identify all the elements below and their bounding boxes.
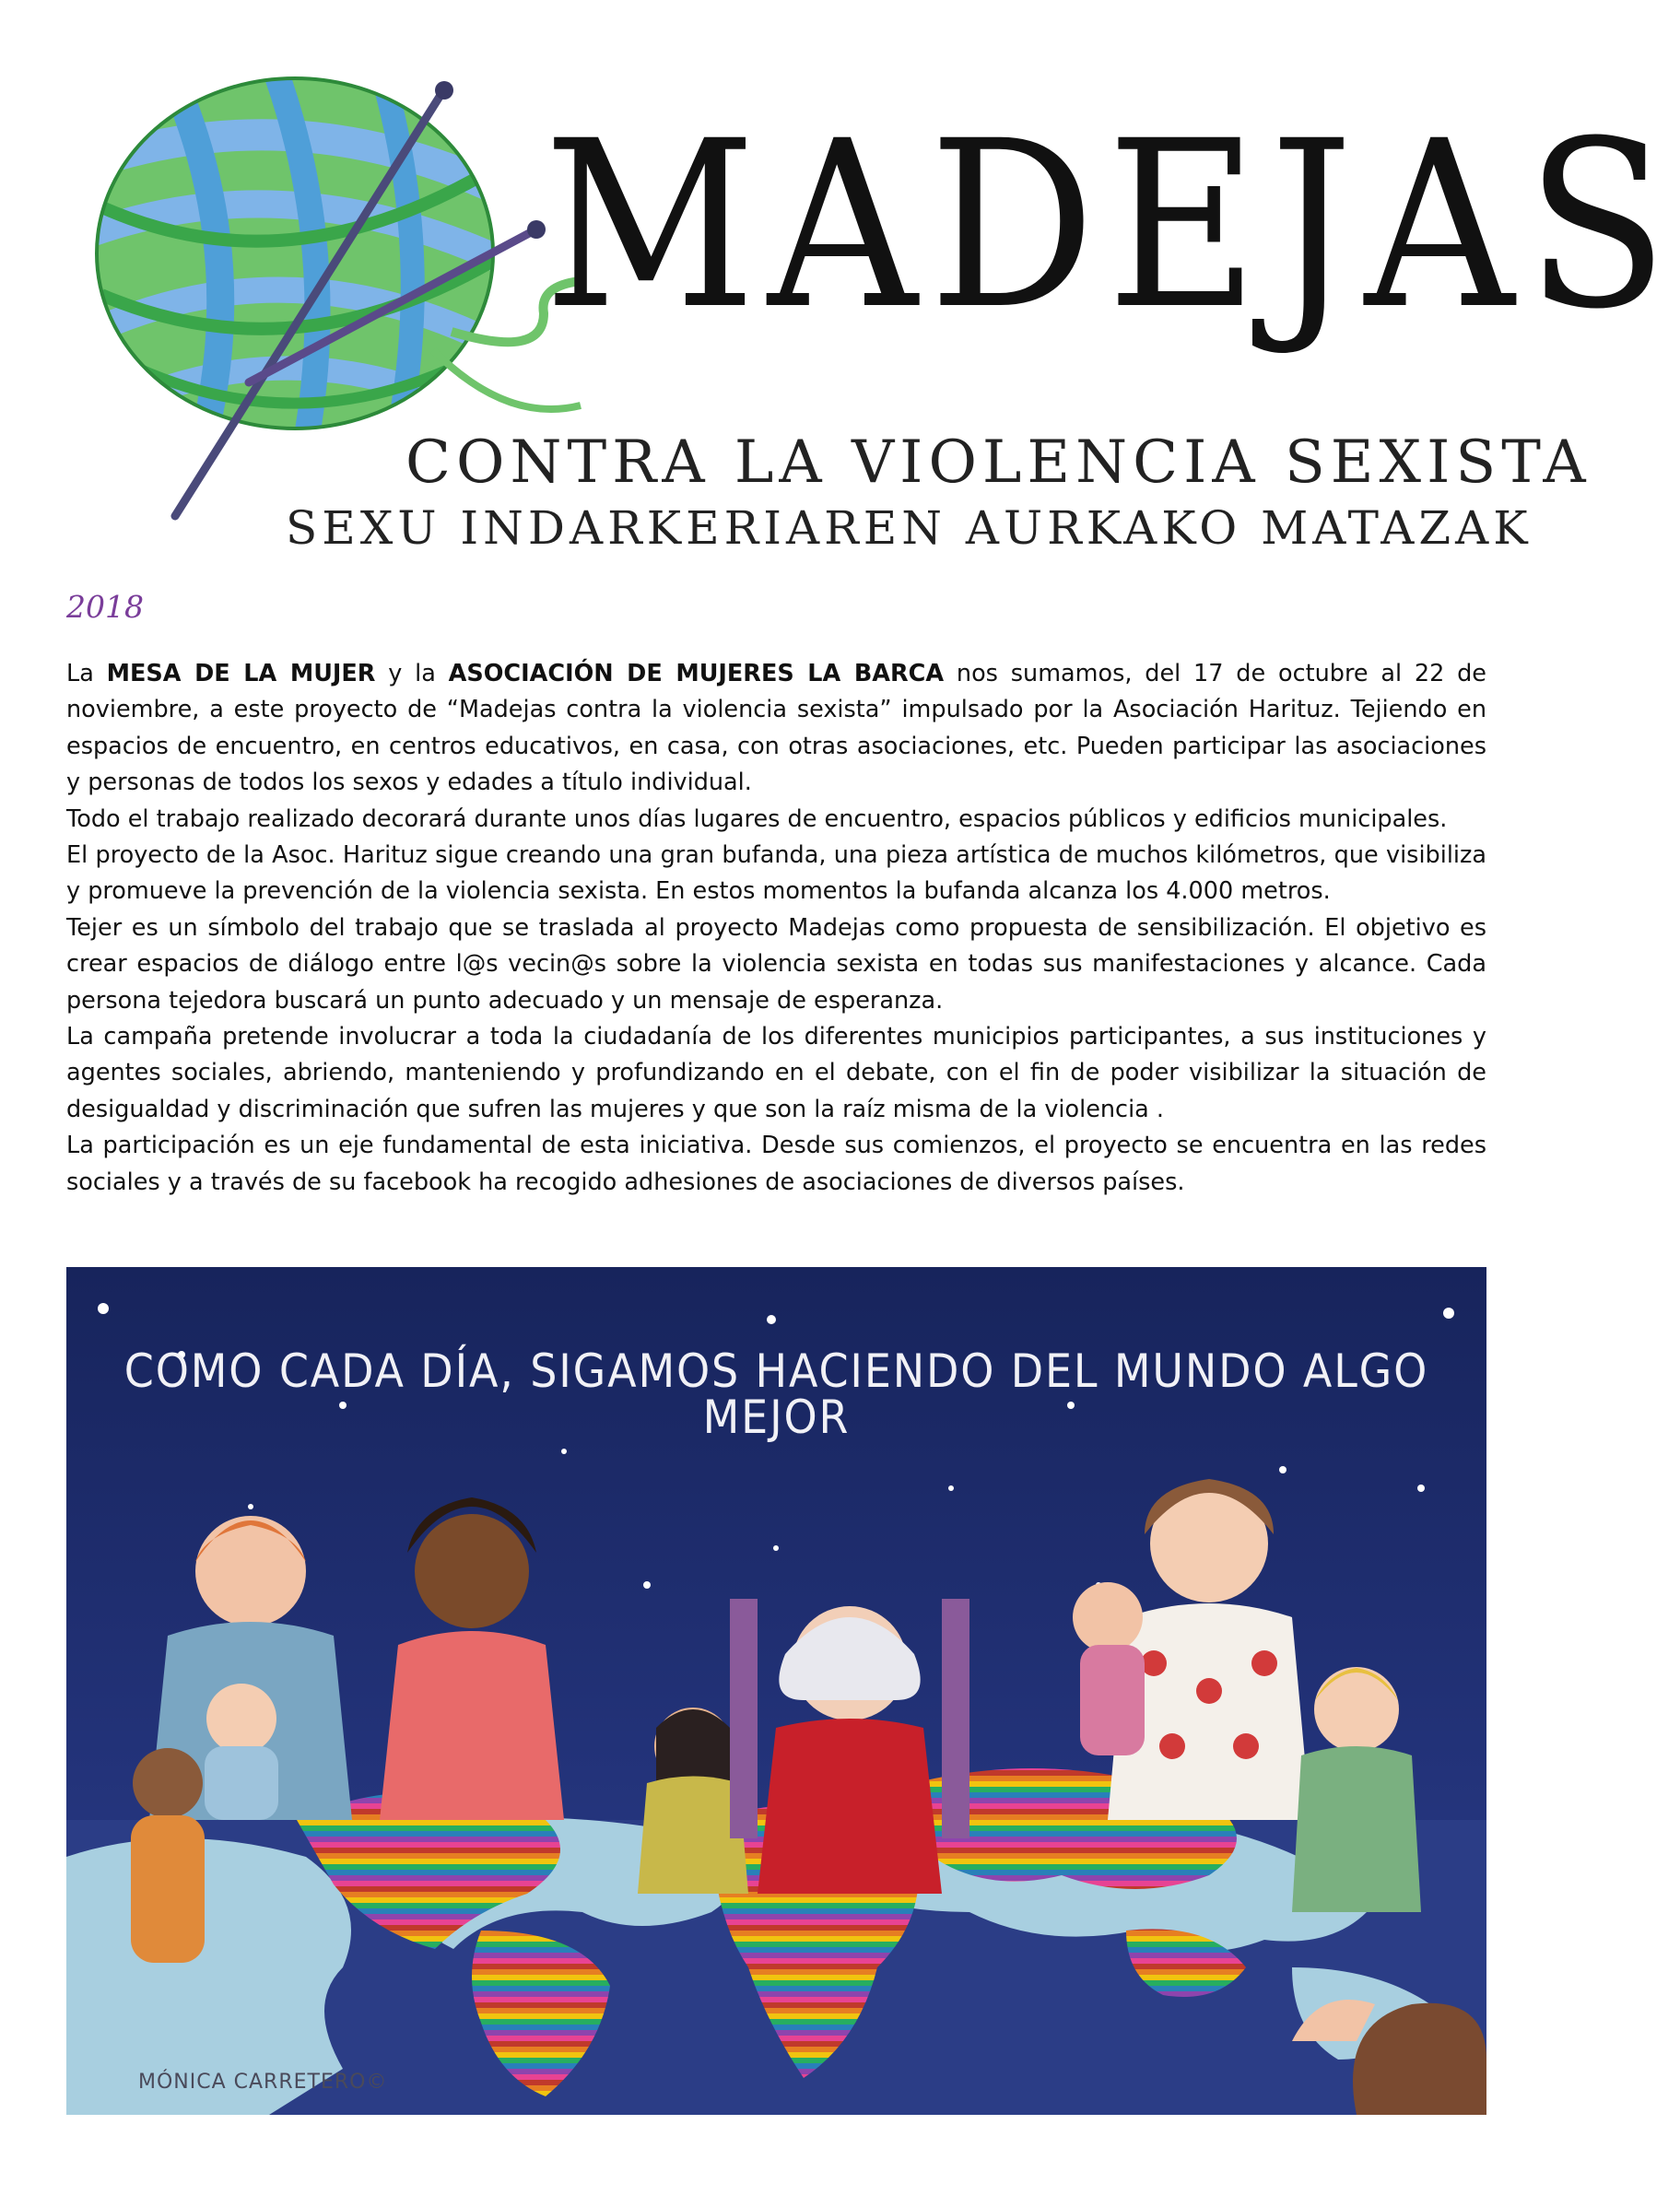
asociacion-la-barca-label: ASOCIACIÓN DE MUJERES LA BARCA <box>448 660 945 687</box>
paragraph-intro-text-2: y la <box>375 660 449 687</box>
paragraph-campaign: La campaña pretende involucrar a toda la ciudadanía de los diferentes municipios participantes, a sus instituciones y agentes sociales, abriendo, manteniendo y profundizando en el debate, con el fin de poder visibilizar la situación de desigualdad y discriminación que sufren las mujeres y que son la raíz misma de la violencia . <box>66 1023 1486 1123</box>
paragraph-knitting-symbol: Tejer es un símbolo del trabajo que se traslada al proyecto Madejas como propuesta de sensibilización. El objetivo es crear espacios de diálogo entre l@s vecin@s sobre la violencia sexista en todas sus manifestaciones y alcance. Cada persona tejedora buscará un punto adecuado y un mensaje de esperanza. <box>66 913 1486 1015</box>
header-subtitle-spanish: CONTRA LA VIOLENCIA SEXISTA <box>405 428 1592 497</box>
paragraph-intro-text-1: La <box>66 660 107 687</box>
paragraph-decoration: Todo el trabajo realizado decorará durante unos días lugares de encuentro, espacios públicos y edificios municipales. <box>66 804 1448 833</box>
header-title: MADEJAS <box>544 91 1680 359</box>
paragraph-intro-text-3: nos sumamos, del 17 de octubre al 22 de noviembre, a este proyecto de “Madejas contra la violencia sexista” impulsado por la Asociación Harituz. Tejiendo en espacios de encuentro, en centros educativos, en casa, con otras asociaciones, etc. Pueden participar las asociaciones y personas de todos los sexos y edades a título individual. <box>66 660 1486 797</box>
illustration-caption: COMO CADA DÍA, SIGAMOS HACIENDO DEL MUNDO ALGO MEJOR <box>123 1344 1429 1444</box>
paragraph-scarf: El proyecto de la Asoc. Harituz sigue creando una gran bufanda, una pieza artística de muchos kilómetros, que visibiliza y promueve la prevención de la violencia sexista. En estos momentos la bufanda alcanza los 4.000 metros. <box>66 841 1486 906</box>
illustration-credit: MÓNICA CARRETERO© <box>138 2071 388 2094</box>
article-body <box>66 656 1486 1201</box>
mesa-de-la-mujer-label: MESA DE LA MUJER <box>106 660 376 687</box>
madejas-header <box>65 55 1680 558</box>
knitting-world-illustration <box>66 1267 1486 2115</box>
paragraph-intro <box>66 656 1486 802</box>
year-heading: 2018 <box>66 589 144 625</box>
header-subtitle-basque: SEXU INDARKERIAREN AURKAKO MATAZAK <box>286 501 1533 555</box>
paragraph-participation: La participación es un eje fundamental de esta iniciativa. Desde sus comienzos, el proyecto se encuentra en las redes sociales y a través de su facebook ha recogido adhesiones de asociaciones de diversos países. <box>66 1132 1486 1196</box>
